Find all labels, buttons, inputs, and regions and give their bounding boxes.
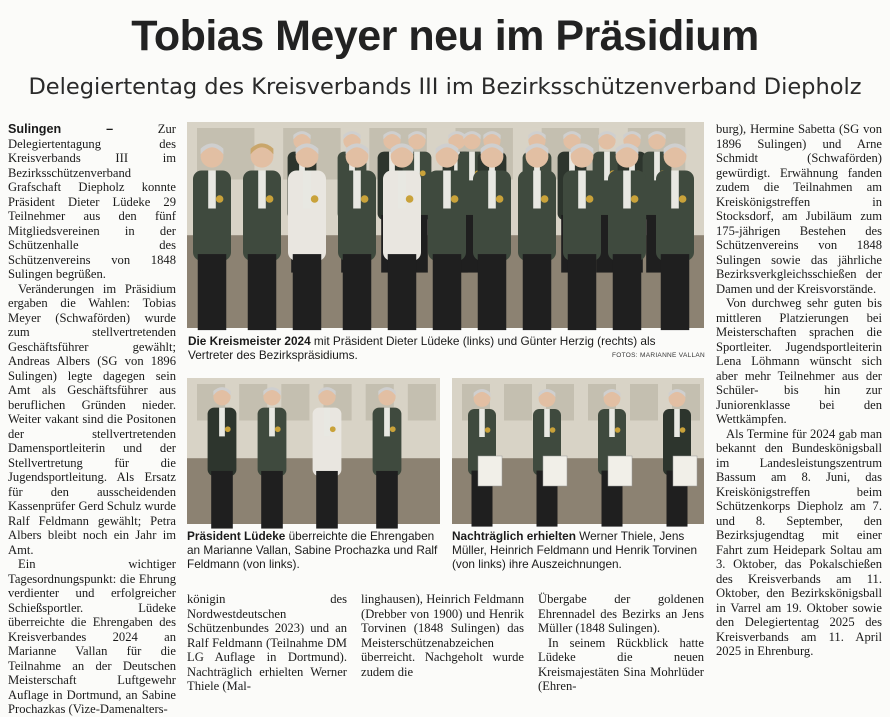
text-column-3 xyxy=(361,592,524,679)
caption-text: Werner Thiele, Jens Müller, Heinrich Feldmann und Henrik Torvinen (von links) ihre Auszeichnungen. xyxy=(452,529,698,571)
dateline: Sulingen – xyxy=(8,122,114,136)
group-photo-kreismeister xyxy=(187,122,704,328)
paragraph: In seinem Rückblick hatte Lüdeke die neuen Kreismajestäten Sina Mohrlüder (Ehren- xyxy=(538,635,704,693)
paragraph: Übergabe der goldenen Ehrennadel des Bezirks an Jens Müller (1848 Sulingen). xyxy=(538,592,704,635)
paragraph: Von durchweg sehr guten bis mittleren Platzierungen bei Meisterschaften sprachen die Sportleiter. Jugendsportleiterin Lena Löhmann wünscht sich aber mehr Teilnehmer aus der Schüler- bis hin zur Juniorenklasse bei den Wettkämpfen. xyxy=(716,296,882,426)
person-figure xyxy=(656,143,694,330)
certificate xyxy=(478,456,502,486)
person-figure xyxy=(383,143,421,330)
certificate xyxy=(673,456,697,486)
paragraph: Als Termine für 2024 gab man bekannt den Bundeskönigsball im Landesleistungszentrum Bassum am 8. Juni, das Kreiskönigstreffen beim Schützenkorps Diepholz am 7. und 8. September, den Bezirksjugendtag mit einer Fahrt zum Heidepark Soltau am 3. Oktober, das Pokalschießen des Kreisverbands am 11. Oktober, den Bezirkskönigsball in Varrel am 19. Oktober sowie den Delegiertentag 2025 des Kreisverbands am 11. April 2025 in Ehrenburg. xyxy=(716,426,882,658)
person-figure xyxy=(208,387,237,528)
window xyxy=(408,384,436,421)
left-photo-caption xyxy=(187,529,441,571)
person-figure xyxy=(288,143,326,330)
caption-text: mit Präsident Dieter Lüdeke (links) und Günter Herzig (rechts) als Vertreter des Bezirkspräsidiums. xyxy=(188,334,656,362)
photo-auszeichnungen xyxy=(452,378,704,524)
person-figure xyxy=(193,143,231,330)
person-figure xyxy=(563,143,601,330)
paragraph: Ein wichtiger Tagesordnungspunkt: die Ehrung verdienter und erfolgreicher Schießsportler. Lüdeke überreichte die Ehrengaben des Kreisverbandes 2024 an Marianne Vallan für die Teilnahme an der Deutschen Meisterschaft Luftgewehr Auflage in Dortmund, an Sabine Prochazkas (Vize-Damenalters- xyxy=(8,557,176,716)
person-figure xyxy=(258,387,287,528)
window xyxy=(630,384,658,421)
left-photo xyxy=(187,378,440,524)
person-figure xyxy=(338,143,376,330)
person-figure xyxy=(608,143,646,330)
paragraph: königin des Nordwestdeutschen Schützenbundes 2023) und an Ralf Feldmann (Teilnahme DM LG Auflage in Dortmund). Nachträglich erhielten Werner Thiele (Mal- xyxy=(187,592,347,693)
article-headline: Tobias Meyer neu im Präsidium xyxy=(131,12,759,60)
text-column-4 xyxy=(538,592,704,694)
article-subheadline: Delegiertentag des Kreisverbands III im Bezirksschützenverband Diepholz xyxy=(28,74,862,100)
caption-lead: Präsident Lüdeke xyxy=(187,529,286,543)
caption-lead: Die Kreismeister 2024 xyxy=(188,334,311,348)
caption-text: überreichte die Ehrengaben an Marianne Vallan, Sabine Prochazka und Ralf Feldmann (von links). xyxy=(187,529,438,571)
main-photo xyxy=(187,122,704,328)
certificate xyxy=(608,456,632,486)
person-figure xyxy=(373,387,402,528)
photo-credit: FOTOS: MARIANNE VALLAN xyxy=(612,352,706,359)
right-photo xyxy=(452,378,704,524)
window xyxy=(504,384,532,421)
paragraph: Zur Delegiertentagung des Kreisverbands III im Bezirksschützenverband Grafschaft Diepholz konnte Präsident Dieter Lüdeke 29 Teilnehmer aus den fünf Mitgliedsvereinen in der Schützenhalle des Schützenvereins von 1848 Sulingen begrüßen. xyxy=(8,122,176,281)
person-figure xyxy=(473,143,511,330)
right-photo-caption xyxy=(452,529,705,571)
person-figure xyxy=(518,143,556,330)
photo-ehrengaben xyxy=(187,378,440,524)
person-figure xyxy=(243,143,281,330)
certificate xyxy=(543,456,567,486)
text-column-1 xyxy=(8,122,176,716)
paragraph: Veränderungen im Präsidium ergaben die Wahlen: Tobias Meyer (Schwaförden) wurde zum stellvertretenden Geschäftsführer gewählt; Andreas Albers (SG von 1896 Sulingen) legte dagegen sein Amt als Geschäftsführer aus beruflichen Gründen nieder. Weiter vakant sind die Positonen der stellvertretenden Damensportleiterin und der Stellvertretung für die Jugendsportleitung. Als Ersatz für den ausscheidenden Kassenprüfer Gerd Schulz wurde Ralf Feldmann gewählt; Petra Albers bleibt noch ein Jahr im Amt. xyxy=(8,281,176,557)
text-column-2 xyxy=(187,592,347,694)
paragraph: linghausen), Heinrich Feldmann (Drebber von 1900) und Henrik Torvinen (1848 Sulingen) das Meisterschützenabzeichen überreicht. Nachgeholt wurde zudem die xyxy=(361,592,524,679)
person-figure xyxy=(313,387,342,528)
person-figure xyxy=(428,143,466,330)
caption-lead: Nachträglich erhielten xyxy=(452,529,576,543)
paragraph: burg), Hermine Sabetta (SG von 1896 Sulingen) und Arne Schmidt (Schwaförden) gewürdigt. Erwähnung fanden zudem die Teilnahmen am Kreiskönigstreffen in Stocksdorf, am Jubiläum zum 175-jährigen Bestehen des Schützenvereins von 1848 Sulingen sowie das jährliche Bezirksverkgleichsschießen der Damen und der Kreisvorstände. xyxy=(716,122,882,296)
text-column-5 xyxy=(716,122,882,682)
